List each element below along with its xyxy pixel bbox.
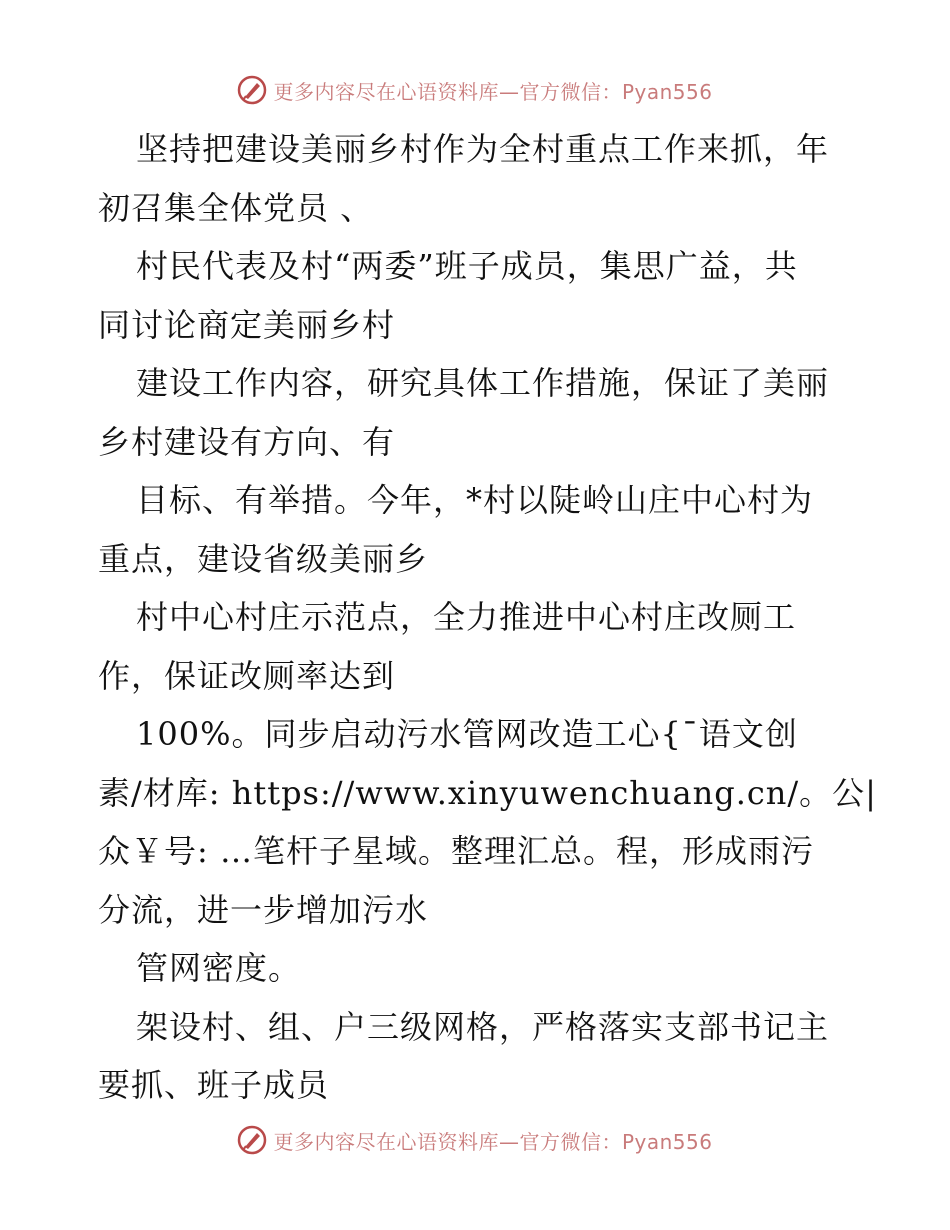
- header-watermark-text: 更多内容尽在心语资料库—官方微信：Pyan556: [273, 79, 713, 104]
- header-watermark: [0, 70, 950, 110]
- text-line: 同讨论商定美丽乡村: [98, 305, 396, 344]
- quill-pen-icon: [237, 75, 267, 105]
- paragraph: [98, 120, 877, 1115]
- text-line: 重点，建设省级美丽乡: [98, 539, 429, 578]
- text-line: 架设村、组、户三级网格，严格落实支部书记主: [136, 1007, 830, 1046]
- text-line: 村民代表及村“两委”班子成员，集思广益，共: [136, 247, 798, 285]
- text-line: 分流，进一步增加污水: [98, 890, 429, 929]
- document-body: [98, 120, 877, 1115]
- text-line: 素/材库: https://www.xinyuwenchuang.cn/。公|: [98, 773, 877, 812]
- footer-watermark-text: 更多内容尽在心语资料库—官方微信：Pyan556: [273, 1129, 713, 1154]
- text-line: 初召集全体党员 、: [98, 188, 374, 227]
- text-line: 村中心村庄示范点，全力推进中心村庄改厕工: [136, 598, 797, 636]
- quill-pen-icon: [237, 1125, 267, 1155]
- text-line: 管网密度。: [136, 949, 302, 987]
- text-line: 众￥号: …笔杆子星域。整理汇总。程，形成雨污: [98, 832, 814, 870]
- text-line: 目标、有举措。今年，*村以陡岭山庄中心村为: [136, 481, 814, 519]
- text-line: 100%。同步启动污水管网改造工心{ˉ语文创: [136, 715, 798, 753]
- text-line: 坚持把建设美丽乡村作为全村重点工作来抓，年: [136, 130, 830, 168]
- text-line: 作，保证改厕率达到: [98, 656, 396, 695]
- text-line: 乡村建设有方向、有: [98, 422, 396, 461]
- text-line: 建设工作内容，研究具体工作措施，保证了美丽: [136, 364, 830, 402]
- text-line: 要抓、班子成员: [98, 1066, 330, 1104]
- footer-watermark: [0, 1120, 950, 1160]
